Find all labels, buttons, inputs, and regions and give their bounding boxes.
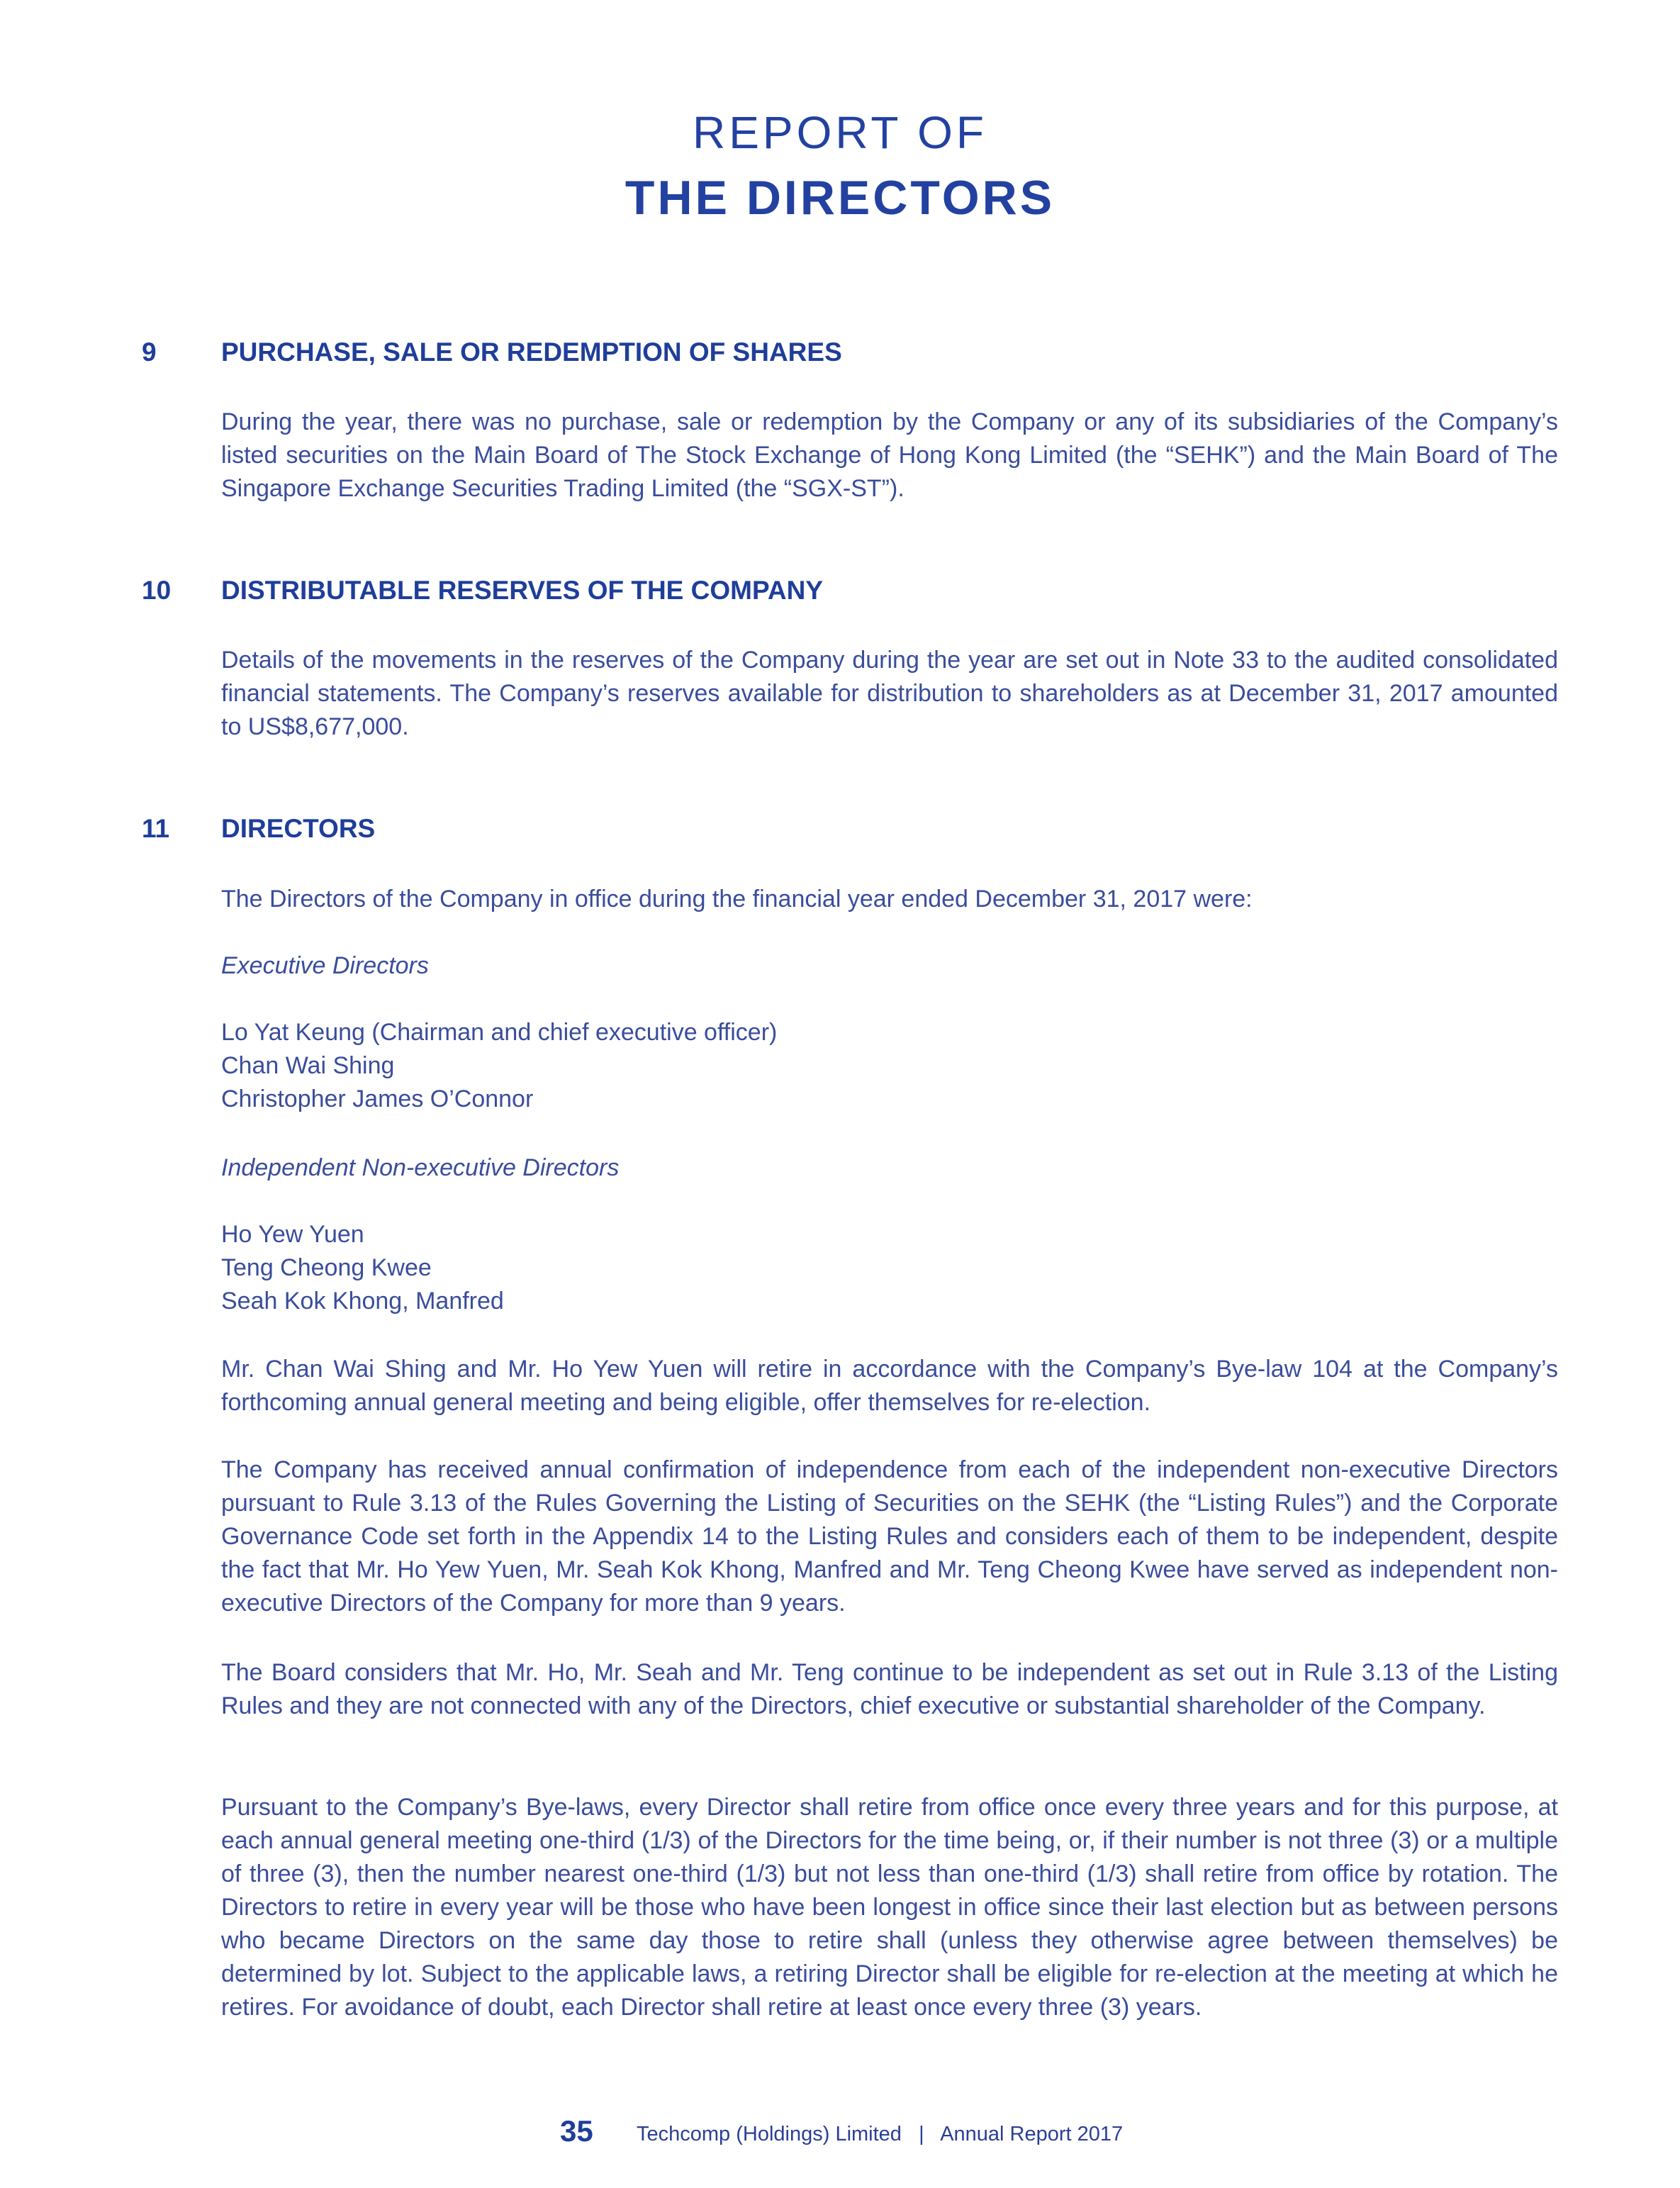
section-number: 11: [142, 814, 170, 843]
independent-directors-heading: Independent Non-executive Directors: [221, 1154, 620, 1181]
director-name: Chan Wai Shing: [221, 1052, 395, 1079]
executive-directors-heading: Executive Directors: [221, 952, 429, 979]
paragraph: Details of the movements in the reserves of the Company during the year are set out in Note 33 to the audited consolidated financial statements. The Company’s reserves available for distribution to shareholders as at December 31, 2017 amounted to US$8,677,000.: [221, 647, 1558, 740]
paragraph: The Board considers that Mr. Ho, Mr. Seah and Mr. Teng continue to be independent as set out in Rule 3.13 of the Listing Rules and they are not connected with any of the Directors, chief executive or substantial shareholder of the Company.: [221, 1659, 1558, 1719]
page-number: 35: [560, 2114, 593, 2148]
section-heading: [0, 814, 1680, 851]
page-footer: [0, 2114, 1680, 2157]
paragraph: During the year, there was no purchase, sale or redemption by the Company or any of its subsidiaries of the Company’s listed securities on the Main Board of The Stock Exchange of Hong Kong Limited (the “SEHK”) and the Main Board of The Singapore Exchange Securities Trading Limited (the “SGX-ST”).: [221, 408, 1558, 502]
section-title: PURCHASE, SALE OR REDEMPTION OF SHARES: [221, 337, 842, 367]
section-number: 9: [142, 337, 157, 367]
paragraph: The Company has received annual confirmation of independence from each of the independent non-executive Directors pursuant to Rule 3.13 of the Rules Governing the Listing of Securities on the SEHK (the “Listing Rules”) and the Corporate Governance Code set forth in the Appendix 14 to the Listing Rules and considers each of them to be independent, despite the fact that Mr. Ho Yew Yuen, Mr. Seah Kok Khong, Manfred and Mr. Teng Cheong Kwee have served as independent non-executive Directors of the Company for more than 9 years.: [221, 1456, 1558, 1617]
section-title: DIRECTORS: [221, 814, 376, 843]
footer-text: Techcomp (Holdings) Limited | Annual Report 2017: [637, 2123, 1124, 2145]
report-title-line2: THE DIRECTORS: [625, 171, 1055, 225]
section-heading: [0, 337, 1680, 374]
paragraph: Mr. Chan Wai Shing and Mr. Ho Yew Yuen will retire in accordance with the Company’s Bye-law 104 at the Company’s forthcoming annual general meeting and being eligible, offer themselves for re-election.: [221, 1356, 1558, 1416]
director-name: Seah Kok Khong, Manfred: [221, 1288, 504, 1315]
section-heading: [0, 576, 1680, 613]
report-title-line1: REPORT OF: [692, 107, 988, 158]
paragraph: Pursuant to the Company’s Bye-laws, every Director shall retire from office once every three years and for this purpose, at each annual general meeting one-third (1/3) of the Directors for the time being, or, if their number is not three (3) or a multiple of three (3), then the number nearest one-third (1/3) but not less than one-third (1/3) shall retire from office by rotation. The Directors to retire in every year will be those who have been longest in office since their last election but as between persons who became Directors on the same day those to retire shall (unless they otherwise agree between themselves) be determined by lot. Subject to the applicable laws, a retiring Director shall be eligible for re-election at the meeting at which he retires. For avoidance of doubt, each Director shall retire at least once every three (3) years.: [221, 1794, 1558, 2021]
directors-intro: The Directors of the Company in office during the financial year ended December 31, 2017 were:: [221, 886, 1253, 912]
director-name: Teng Cheong Kwee: [221, 1254, 432, 1281]
director-name: Ho Yew Yuen: [221, 1221, 364, 1248]
section-number: 10: [142, 576, 172, 605]
director-name: Christopher James O’Connor: [221, 1085, 534, 1112]
section-title: DISTRIBUTABLE RESERVES OF THE COMPANY: [221, 576, 824, 605]
director-name: Lo Yat Keung (Chairman and chief executive officer): [221, 1019, 778, 1046]
